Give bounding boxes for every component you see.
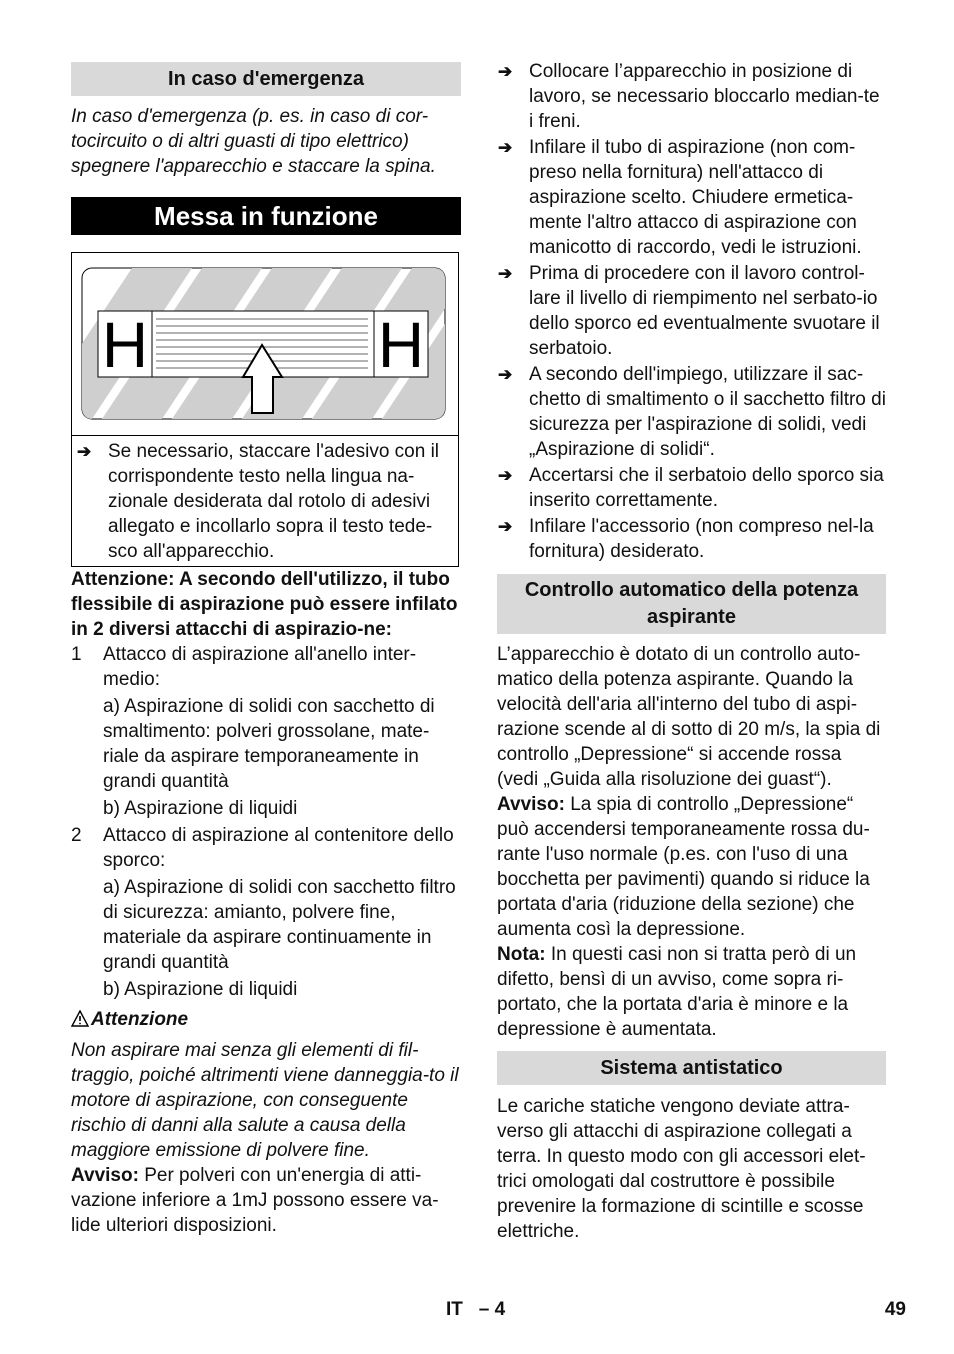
arrow-right-icon: ➔ bbox=[498, 138, 513, 157]
instruction-step bbox=[76, 439, 454, 564]
step-item bbox=[497, 362, 886, 462]
list-item bbox=[71, 823, 461, 873]
instruction-text: Se necessario, staccare l'adesivo con il corrispondente testo nella lingua na-zionale desiderata dal rotolo di adesivi allegato e incollarlo sopra il testo tede-sco all'apparecchio. bbox=[108, 441, 440, 562]
notice-label: Avviso: bbox=[497, 794, 565, 815]
step-item bbox=[497, 261, 886, 361]
right-column bbox=[497, 59, 886, 1244]
sticker-illustration bbox=[72, 253, 458, 428]
page-number: 49 bbox=[884, 1299, 906, 1320]
list-number: 2 bbox=[71, 825, 82, 846]
arrow-right-icon: ➔ bbox=[498, 517, 513, 536]
notice-label: Avviso: bbox=[71, 1165, 139, 1186]
warning-heading bbox=[71, 1007, 461, 1034]
antistatic-heading: Sistema antistatico bbox=[497, 1051, 886, 1085]
list-item-text: Attacco di aspirazione all'anello inter-medio: bbox=[103, 644, 417, 690]
note-text: In questi casi non si tratta però di un difetto, bensì di un avviso, come sopra ri-portato, che la portata d'aria è minore e la depressione è aumentata. bbox=[497, 944, 857, 1040]
antistatic-text: Le cariche statiche vengono deviate attra-verso gli attacchi di aspirazione collegati a terra. In questo modo con gli accessori elet-trici omologati dal costruttore è possibile prevenire la formazione di scintille e scosse elettriche. bbox=[497, 1096, 866, 1242]
arrow-right-icon: ➔ bbox=[498, 466, 513, 485]
sticker-figure bbox=[71, 252, 459, 567]
step-item bbox=[497, 59, 886, 134]
section-title: Messa in funzione bbox=[71, 197, 461, 235]
control-heading: Controllo automatico della potenza aspirante bbox=[497, 574, 886, 634]
list-subitem: a) Aspirazione di solidi con sacchetto filtro di sicurezza: amianto, polvere fine, materiale da aspirare continuamente in grandi quantità bbox=[103, 877, 456, 973]
emergency-text: In caso d'emergenza (p. es. in caso di cor-tocircuito o di altri guasti di tipo elettrico) spegnere l'apparecchio e staccare la spina. bbox=[71, 106, 436, 177]
notice-paragraph bbox=[497, 792, 886, 942]
list-subitem: b) Aspirazione di liquidi bbox=[103, 798, 298, 819]
attention-note: Attenzione: A secondo dell'utilizzo, il tubo flessibile di aspirazione può essere infilato in 2 diversi attacchi di aspirazio-ne: bbox=[71, 569, 458, 640]
step-text: A secondo dell'impiego, utilizzare il sac-chetto di smaltimento o il sacchetto filtro di sicurezza per l'aspirazione di solidi, vedi „Aspirazione di solidi“. bbox=[529, 364, 886, 460]
notice-text: La spia di controllo „Depressione“ può accendersi temporaneamente rossa du-rante l'uso normale (p.es. con l'uso di una bocchetta per pavimenti) quando si riduce la portata d'aria (riduzione della sezione) che aumenta così la depressione. bbox=[497, 794, 870, 940]
step-item bbox=[497, 463, 886, 513]
list-item-text: Attacco di aspirazione al contenitore dello sporco: bbox=[103, 825, 454, 871]
hazard-letter-left: H bbox=[101, 309, 149, 381]
step-list bbox=[497, 59, 886, 564]
notice-text: Per polveri con un'energia di atti-vazione inferiore a 1mJ possono essere va-lide ulteriori disposizioni. bbox=[71, 1165, 439, 1236]
step-item bbox=[497, 514, 886, 564]
hazard-letter-right: H bbox=[377, 309, 425, 381]
step-text: Infilare l'accessorio (non compreso nel-la fornitura) desiderato. bbox=[529, 516, 874, 562]
step-text: Infilare il tubo di aspirazione (non com-preso nella fornitura) nell'attacco di aspirazione scelto. Chiudere ermetica-mente l'altro attacco di aspirazione con manicotto di raccordo, vedi le istruzioni. bbox=[529, 137, 862, 258]
step-item bbox=[497, 135, 886, 260]
note-label: Nota: bbox=[497, 944, 546, 965]
control-text: L’apparecchio è dotato di un controllo auto-matico della potenza aspirante. Quando la velocità dell'aria all'interno del tubo di aspi-razione scende al di sotto di 20 m/s, la spia di controllo „Depressione“ si accende rossa (vedi „Guida alla risoluzione dei guast“). bbox=[497, 644, 881, 790]
arrow-right-icon: ➔ bbox=[498, 365, 513, 384]
step-text: Collocare l’apparecchio in posizione di lavoro, se necessario bloccarlo median-te i freni. bbox=[529, 61, 880, 132]
note-paragraph bbox=[497, 942, 886, 1042]
step-text: Prima di procedere con il lavoro control-lare il livello di riempimento nel serbato-io dello sporco ed eventualmente svuotare il serbatoio. bbox=[529, 263, 880, 359]
list-number: 1 bbox=[71, 644, 82, 665]
list-subitem: a) Aspirazione di solidi con sacchetto di smaltimento: polveri grossolane, mate-riale da aspirare temporaneamente in grandi quantità bbox=[103, 696, 435, 792]
list-subitem: b) Aspirazione di liquidi bbox=[103, 979, 298, 1000]
notice-paragraph bbox=[71, 1163, 461, 1238]
emergency-heading: In caso d'emergenza bbox=[71, 62, 461, 96]
left-column bbox=[71, 62, 461, 1238]
sticker-instruction bbox=[72, 435, 458, 566]
arrow-right-icon: ➔ bbox=[498, 264, 513, 283]
arrow-right-icon: ➔ bbox=[77, 442, 92, 461]
list-item bbox=[71, 642, 461, 692]
arrow-right-icon: ➔ bbox=[498, 62, 513, 81]
warning-label: Attenzione bbox=[91, 1009, 189, 1030]
warning-triangle-icon bbox=[71, 1009, 91, 1034]
warning-text: Non aspirare mai senza gli elementi di fil-traggio, poiché altrimenti viene danneggia-to il motore di aspirazione, con conseguente rischio di danni alla salute a causa della maggiore emissione di polvere fine. bbox=[71, 1040, 459, 1161]
step-text: Accertarsi che il serbatoio dello sporco sia inserito correttamente. bbox=[529, 465, 884, 511]
footer-language-code: IT – 4 bbox=[446, 1299, 506, 1320]
